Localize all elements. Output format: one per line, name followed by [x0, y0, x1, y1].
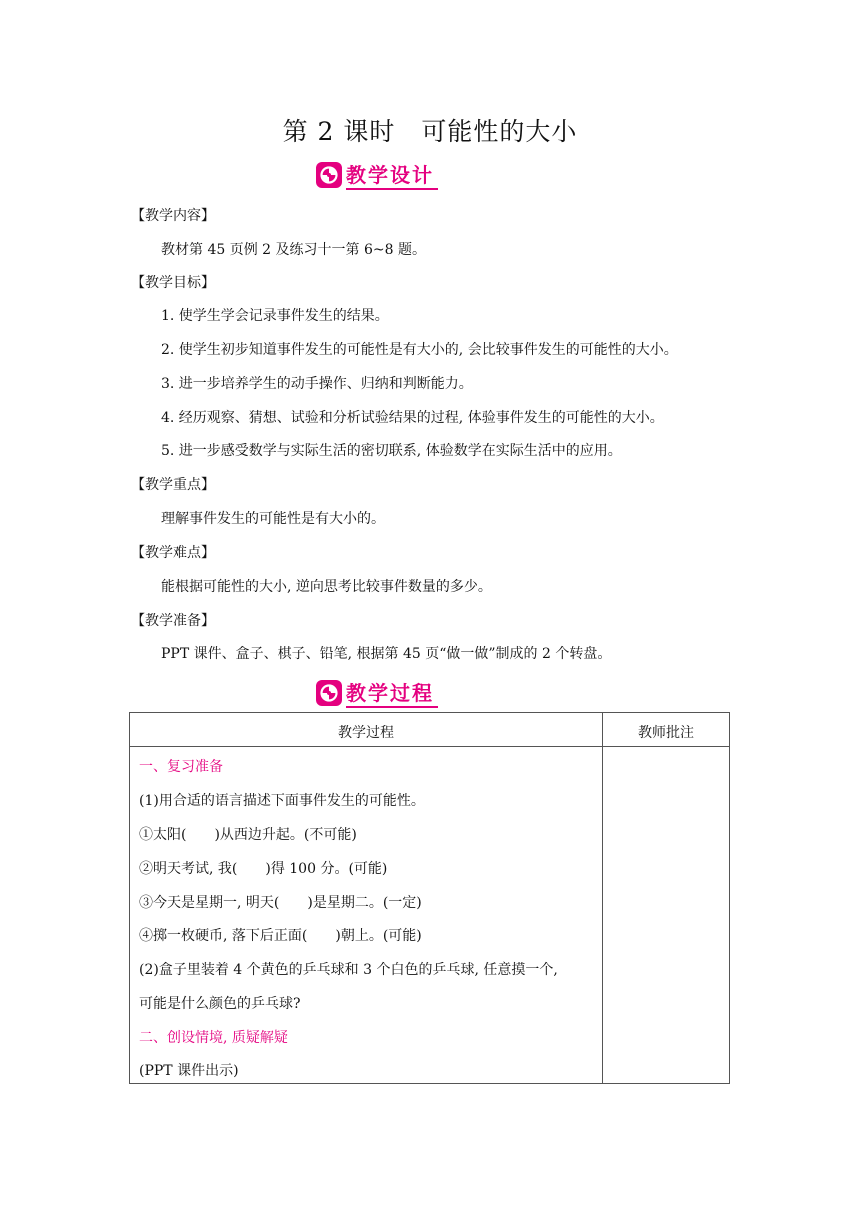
key-points-heading: 【教学重点】 — [131, 477, 215, 493]
goal-item: 5. 进一步感受数学与实际生活的密切联系, 体验数学在实际生活中的应用。 — [161, 443, 622, 459]
table-header-divider — [130, 746, 729, 747]
banner-underline — [346, 188, 438, 190]
goal-item: 1. 使学生学会记录事件发生的结果。 — [161, 308, 389, 324]
section-banner-design — [316, 160, 434, 190]
table-header-notes: 教师批注 — [638, 725, 694, 741]
table-row: ④掷一枚硬币, 落下后正面( )朝上。(可能) — [139, 928, 422, 944]
banner-label: 教学设计 — [346, 163, 434, 187]
table-row: (1)用合适的语言描述下面事件发生的可能性。 — [139, 793, 425, 809]
table-header-process: 教学过程 — [338, 725, 394, 741]
table-column-divider — [602, 713, 603, 1083]
page-title: 第 2 课时 可能性的大小 — [282, 117, 578, 146]
difficulties-heading: 【教学难点】 — [131, 545, 215, 561]
difficulties-text: 能根据可能性的大小, 逆向思考比较事件数量的多少。 — [161, 579, 492, 595]
goal-item: 2. 使学生初步知道事件发生的可能性是有大小的, 会比较事件发生的可能性的大小。 — [161, 342, 678, 358]
table-row: ①太阳( )从西边升起。(不可能) — [139, 827, 357, 843]
banner-underline — [346, 706, 438, 708]
goals-heading: 【教学目标】 — [131, 275, 215, 291]
process-table — [129, 712, 730, 1084]
table-row: (PPT 课件出示) — [139, 1063, 239, 1079]
table-section-heading: 一、复习准备 — [139, 759, 223, 775]
table-row: ③今天是星期一, 明天( )是星期二。(一定) — [139, 895, 422, 911]
preparation-heading: 【教学准备】 — [131, 613, 215, 629]
preparation-text: PPT 课件、盒子、棋子、铅笔, 根据第 45 页“做一做”制成的 2 个转盘。 — [161, 646, 612, 662]
table-section-heading: 二、创设情境, 质疑解疑 — [139, 1030, 288, 1046]
swirl-logo-icon — [316, 162, 342, 188]
goal-item: 4. 经历观察、猜想、试验和分析试验结果的过程, 体验事件发生的可能性的大小。 — [161, 410, 664, 426]
table-row: 可能是什么颜色的乒乓球? — [139, 996, 301, 1012]
content-text: 教材第 45 页例 2 及练习十一第 6~8 题。 — [161, 242, 426, 258]
table-row: ②明天考试, 我( )得 100 分。(可能) — [139, 861, 388, 877]
content-heading: 【教学内容】 — [131, 208, 215, 224]
key-points-text: 理解事件发生的可能性是有大小的。 — [161, 511, 385, 527]
swirl-logo-icon — [316, 680, 342, 706]
table-row: (2)盒子里装着 4 个黄色的乒乓球和 3 个白色的乒乓球, 任意摸一个, — [139, 962, 558, 978]
section-banner-process — [316, 678, 434, 708]
goal-item: 3. 进一步培养学生的动手操作、归纳和判断能力。 — [161, 376, 473, 392]
banner-label: 教学过程 — [346, 681, 434, 705]
